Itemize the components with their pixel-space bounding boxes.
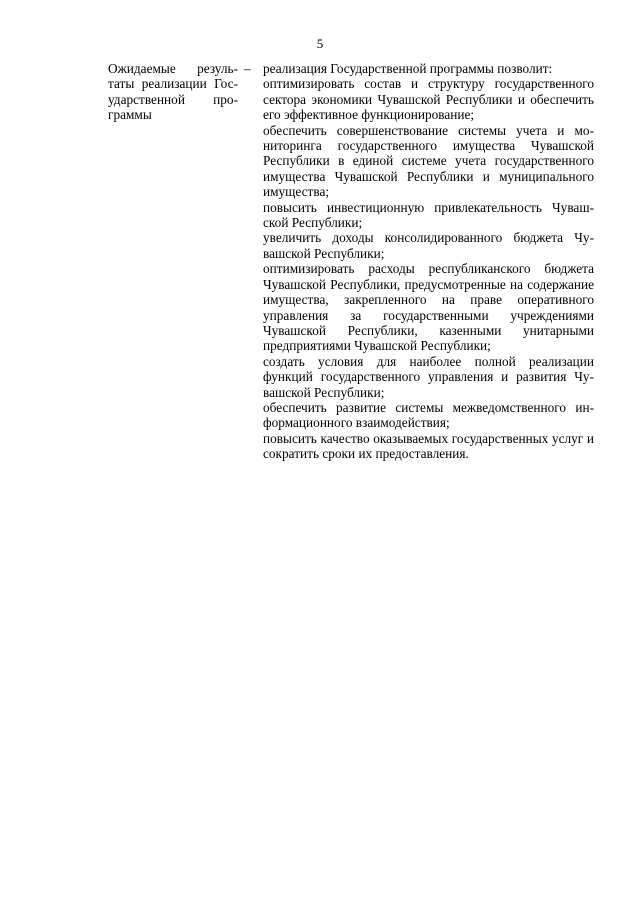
paragraph-item: увеличить доходы консолидированного бюджета Чувашской Республики; — [263, 230, 594, 261]
paragraph-item: оптимизировать расходы республиканского бюджета Чувашской Республики, предусмотренные на содержание имущества, закрепленного на праве оперативного управления за государственными учреждениями Чувашской Республики, казенными унитарными предприятиями Чувашской Республики; — [263, 261, 594, 354]
label-separator-dash: – — [244, 61, 251, 76]
row-label: Ожидаемые результаты реализации Государственной программы — [108, 61, 238, 123]
paragraph-item: повысить качество оказываемых государственных услуг и сократить сроки их предоставления. — [263, 430, 594, 462]
paragraph-item: создать условия для наиболее полной реализации функций государственного управления и развития Чувашской Республики; — [263, 353, 594, 400]
expected-results-content — [263, 61, 594, 462]
paragraph-intro: реализация Государственной программы позволит: — [263, 61, 553, 76]
paragraph-item: обеспечить совершенствование системы учета и мониторинга государственного имущества Чувашской Республики в единой системе учета государственного имущества Чувашской Республики и муниципального имущества; — [263, 122, 594, 200]
page-number: 5 — [316, 36, 324, 51]
paragraph-item: обеспечить развитие системы межведомственного информационного взаимодействия; — [263, 399, 594, 431]
paragraph-item: повысить инвестиционную привлекательность Чувашской Республики; — [263, 199, 594, 231]
paragraph-item: оптимизировать состав и структуру государственного сектора экономики Чувашской Республики и обеспечить его эффективное функционирование; — [263, 76, 594, 123]
